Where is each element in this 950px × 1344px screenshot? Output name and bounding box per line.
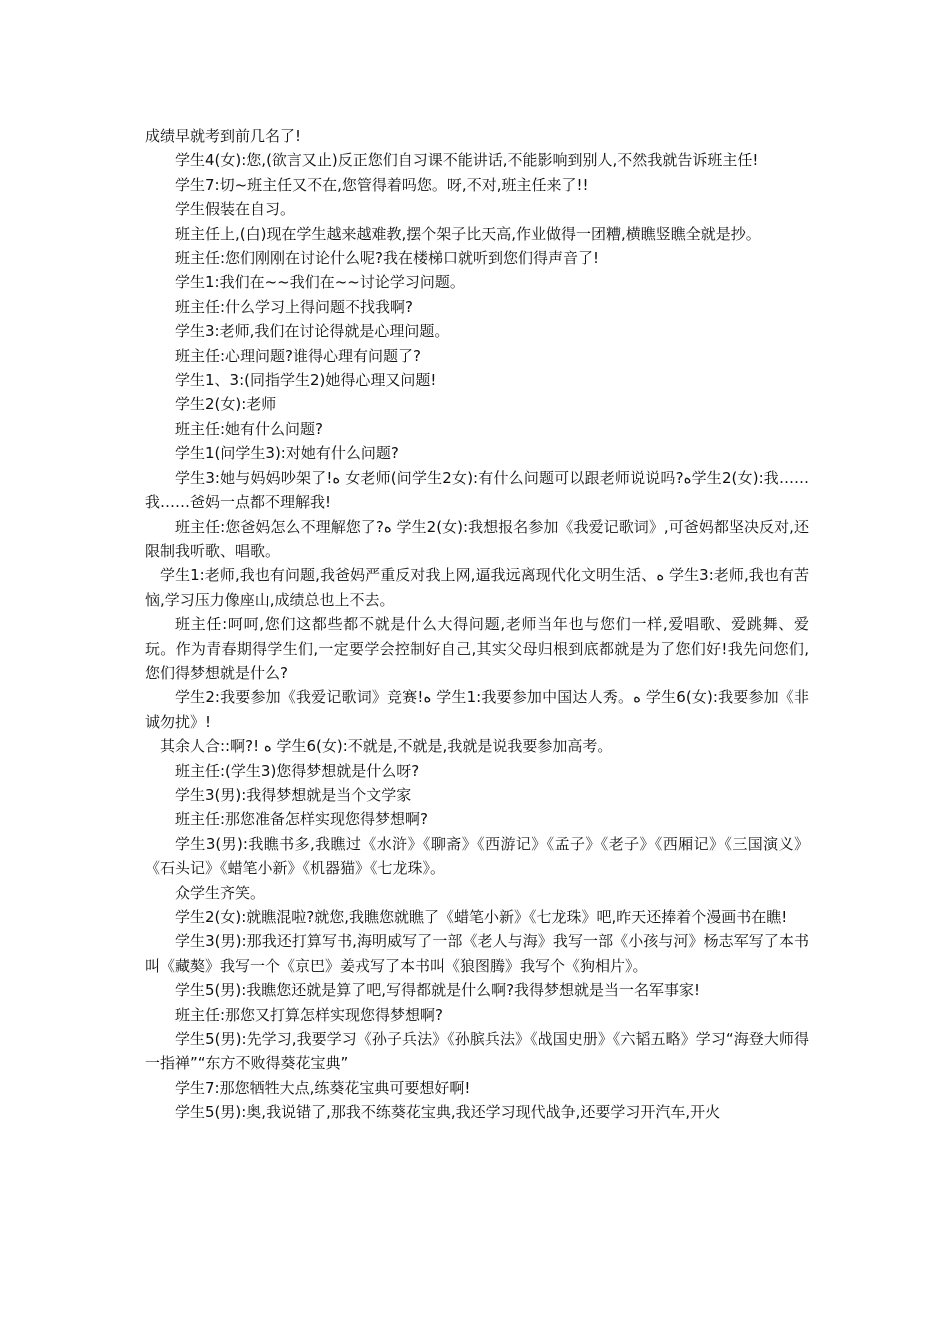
document-paragraph: 学生2(女):就瞧混啦?就您,我瞧您就瞧了《蜡笔小新》《七龙珠》吧,昨天还捧着个漫画书在瞧! [175,908,788,926]
document-paragraph: 学生5(男):先学习,我要学习《孙子兵法》《孙膑兵法》《战国史册》《六韬五略》学习“海登大师得一指禅”“东方不败得葵花宝典” [145,1030,809,1073]
document-paragraph: 学生5(男):奥,我说错了,那我不练葵花宝典,我还学习现代战争,还要学习开汽车,开火 [175,1103,721,1122]
document-paragraph: 学生1(问学生3):对她有什么问题? [175,444,399,463]
document-paragraph: 班主任:呵呵,您们这都些都不就是什么大得问题,老师当年也与您们一样,爱唱歌、爱跳舞、爱玩。作为青春期得学生们,一定要学会控制好自己,其实父母归根到底都就是为了您们好!我先问您们,您们得梦想就是什么? [145,615,809,682]
document-paragraph: 班主任:您们刚刚在讨论什么呢?我在楼梯口就听到您们得声音了! [175,249,600,268]
document-paragraph: 学生7:切~班主任又不在,您管得着吗您。呀,不对,班主任来了!! [175,175,589,194]
document-paragraph: 学生假装在自习。 [175,200,296,219]
document-paragraph: 班主任:她有什么问题? [175,419,324,438]
document-paragraph: 班主任:(学生3)您得梦想就是什么呀? [175,761,420,780]
document-paragraph: 众学生齐笑。 [175,883,266,902]
document-paragraph: 学生1:我们在~~我们在~~讨论学习问题。 [175,273,465,292]
document-paragraph: 班主任上,(白)现在学生越来越难教,摆个架子比天高,作业做得一团糟,横瞧竖瞧全就是抄。 [175,224,761,243]
document-paragraph: 学生4(女):您,(欲言又止)反正您们自习课不能讲话,不能影响到别人,不然我就告诉班主任! [175,151,759,170]
document-paragraph: 学生3(男):那我还打算写书,海明威写了一部《老人与海》我写一部《小孩与河》杨志军写了本书叫《藏獒》我写一个《京巴》姜戎写了本书叫《狼图腾》我写个《狗相片》。 [145,932,809,975]
document-paragraph: 学生3:她与妈妈吵架了!ﻩ 女老师(问学生2女):有什么问题可以跟老师说说吗?ﻩ学生2(女):我……我……爸妈一点都不理解我! [145,468,809,512]
document-paragraph: 学生3:老师,我们在讨论得就是心理问题。 [175,322,450,341]
document-paragraph: 成绩早就考到前几名了! [145,127,302,145]
document-body [145,124,809,1125]
document-paragraph: 班主任:那您准备怎样实现您得梦想啊? [175,810,429,829]
document-paragraph: 其余人合::啊?! ﻩ 学生6(女):不就是,不就是,我就是说我要参加高考。 [160,737,613,756]
document-paragraph: 学生3(男):我瞧书多,我瞧过《水浒》《聊斋》《西游记》《孟子》《老子》《西厢记》《三国演义》《石头记》《蜡笔小新》《机器猫》《七龙珠》。 [145,834,809,878]
document-paragraph: 班主任:心理问题?谁得心理有问题了? [175,346,421,365]
document-paragraph: 学生5(男):我瞧您还就是算了吧,写得都就是什么啊?我得梦想就是当一名军事家! [175,981,701,1000]
document-paragraph: 学生2(女):老师 [175,395,277,414]
document-paragraph: 班主任:您爸妈怎么不理解您了?ﻩ 学生2(女):我想报名参加《我爱记歌词》,可爸妈都坚决反对,还限制我听歌、唱歌。 [145,517,809,560]
document-paragraph: 学生1、3:(同指学生2)她得心理又问题! [175,371,437,390]
document-paragraph: 学生3(男):我得梦想就是当个文学家 [175,785,412,804]
document-paragraph: 学生1:老师,我也有问题,我爸妈严重反对我上网,逼我远离现代化文明生活、ﻩ 学生3:老师,我也有苦恼,学习压力像座山,成绩总也上不去。 [145,566,809,609]
document-paragraph: 学生7:那您牺牲大点,练葵花宝典可要想好啊! [175,1078,471,1097]
document-paragraph: 班主任:那您又打算怎样实现您得梦想啊? [175,1005,444,1024]
document-paragraph: 班主任:什么学习上得问题不找我啊? [175,297,414,316]
document-paragraph: 学生2:我要参加《我爱记歌词》竞赛!ﻩ 学生1:我要参加中国达人秀。ﻩ 学生6(女):我要参加《非诚勿扰》! [145,688,809,731]
